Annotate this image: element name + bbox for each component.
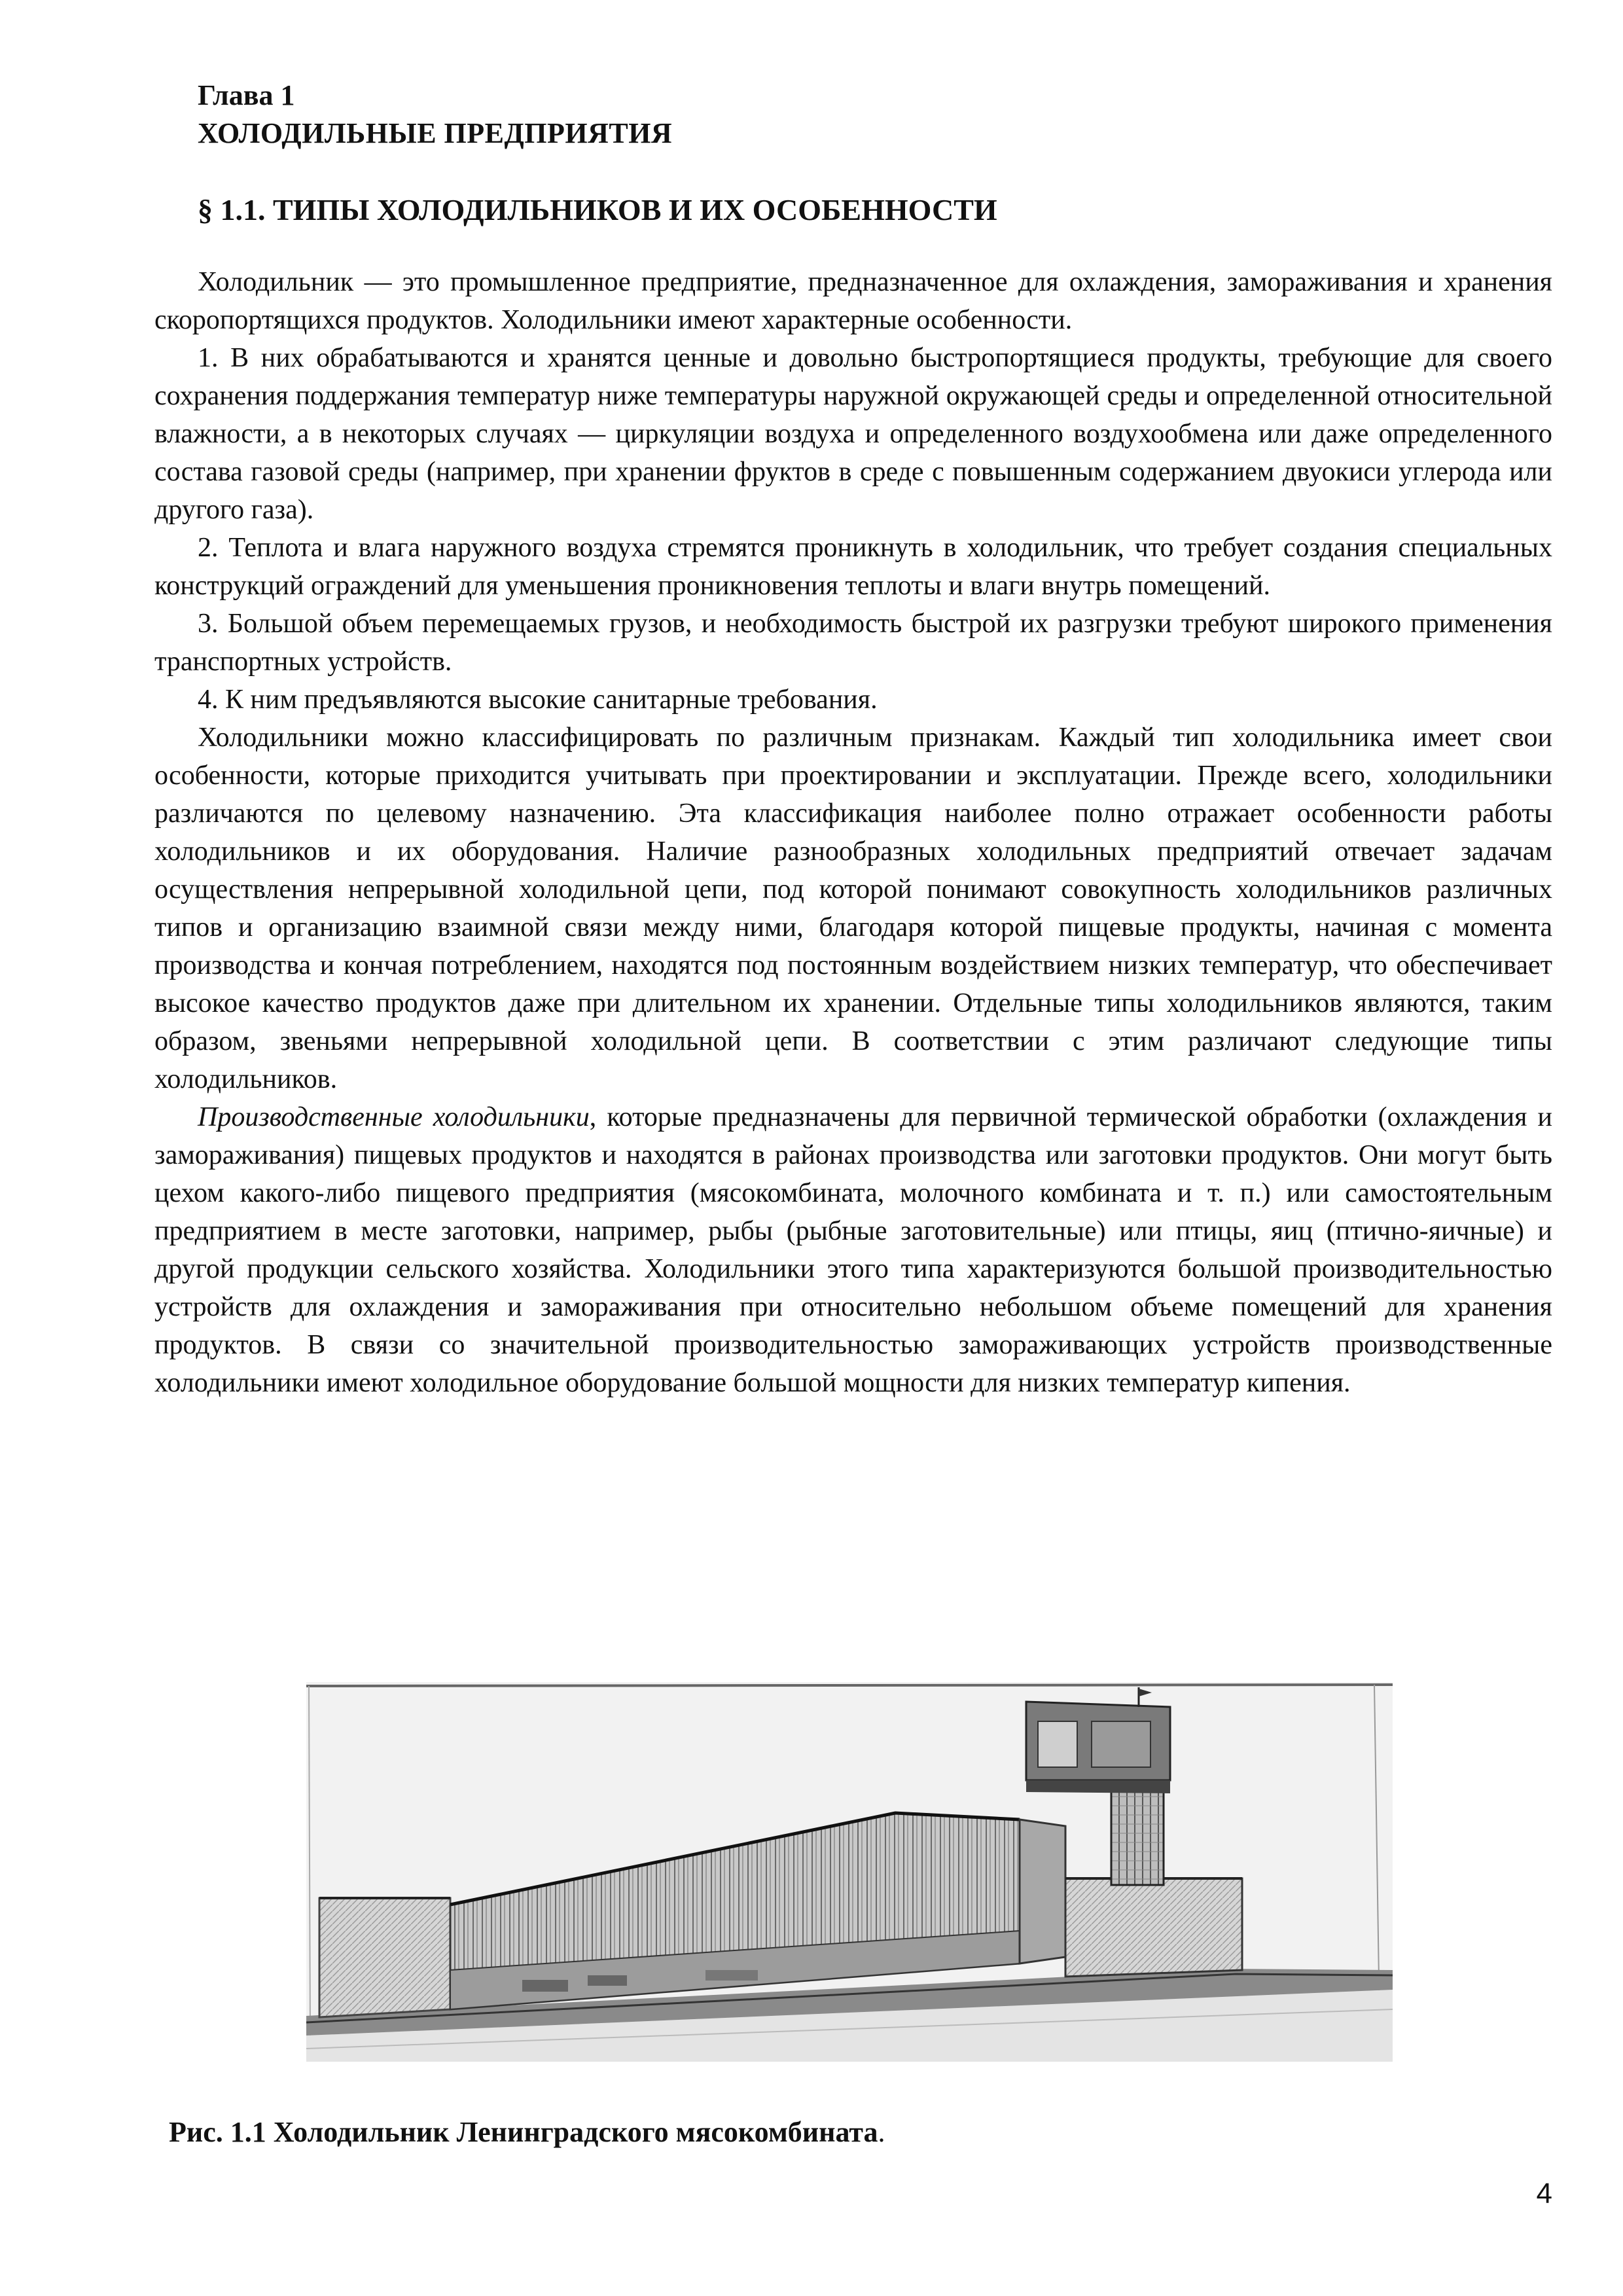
figure-caption-text: Рис. 1.1 Холодильник Ленинградского мясокомбината [169, 2116, 878, 2148]
paragraph-feature-1: 1. В них обрабатываются и хранятся ценные и довольно быстропортящиеся продукты, требующие для своего сохранения поддержания температур ниже температуры наружной окружающей среды и определенной относительной влажности, а в некоторых случаях — циркуляции воздуха и определенного воздухообмена или даже определенного состава газовой среды (например, при хранении фруктов в среде с повышенным содержанием двуокиси углерода или другого газа). [154, 343, 1552, 525]
page-number: 4 [1536, 2178, 1552, 2210]
body-text [154, 263, 1552, 1402]
figure-caption-period: . [878, 2116, 885, 2148]
figure-refrigerator-building [306, 1682, 1393, 2062]
paragraph-definition: Холодильник — это промышленное предприятие, предназначенное для охлаждения, замораживания и хранения скоропортящихся продуктов. Холодильники имеют характерные особенности. [154, 267, 1552, 335]
chapter-title: ХОЛОДИЛЬНЫЕ ПРЕДПРИЯТИЯ [198, 117, 673, 149]
chapter-label: Глава 1 [198, 79, 295, 111]
paragraph-production-refrigerators [154, 1098, 1552, 1402]
figure-caption [169, 2114, 885, 2151]
building-illustration [306, 1682, 1393, 2062]
term-production-refrigerators: Производственные холодильники [198, 1102, 590, 1132]
paragraph-production-text: , которые предназначены для первичной термической обработки (охлаждения и замораживания) пищевых продуктов и находятся в районах производства или заготовки продуктов. Они могут быть цехом какого-либо пищевого предприятия (мясокомбината, молочного комбината и т. п.) или самостоятельным предприятием в месте заготовки, например, рыбы (рыбные заготовительные) или птицы, яиц (птично-яичные) и другой продукции сельского хозяйства. Холодильники этого типа характеризуются большой производительностью устройств для охлаждения и замораживания при относительно небольшом объеме помещений для хранения продуктов. В связи со значительной производительностью замораживающих устройств производственные холодильники имеют холодильное оборудование большой мощности для низких температур кипения. [154, 1102, 1552, 1398]
paragraph-feature-4: 4. К ним предъявляются высокие санитарные требования. [198, 685, 878, 715]
paragraph-feature-2: 2. Теплота и влага наружного воздуха стремятся проникнуть в холодильник, что требует создания специальных конструкций ограждений для уменьшения проникновения теплоты и влаги внутрь помещений. [154, 533, 1552, 601]
section-title: § 1.1. ТИПЫ ХОЛОДИЛЬНИКОВ И ИХ ОСОБЕННОСТИ [198, 193, 997, 226]
paragraph-feature-3: 3. Большой объем перемещаемых грузов, и необходимость быстрой их разгрузки требуют широкого применения транспортных устройств. [154, 609, 1552, 677]
paragraph-classification: Холодильники можно классифицировать по различным признакам. Каждый тип холодильника имеет свои особенности, которые приходится учитывать при проектировании и эксплуатации. Прежде всего, холодильники различаются по целевому назначению. Эта классификация наиболее полно отражает особенности работы холодильников и их оборудования. Наличие разнообразных холодильных предприятий отвечает задачам осуществления непрерывной холодильной цепи, под которой понимают совокупность холодильников различных типов и организацию взаимной связи между ними, благодаря которой пищевые продукты, начиная с момента производства и кончая потреблением, находятся под постоянным воздействием низких температур, что обеспечивает высокое качество продуктов даже при длительном их хранении. Отдельные типы холодильников являются, таким образом, звеньями непрерывной холодильной цепи. В соответствии с этим различают следующие типы холодильников. [154, 723, 1552, 1094]
